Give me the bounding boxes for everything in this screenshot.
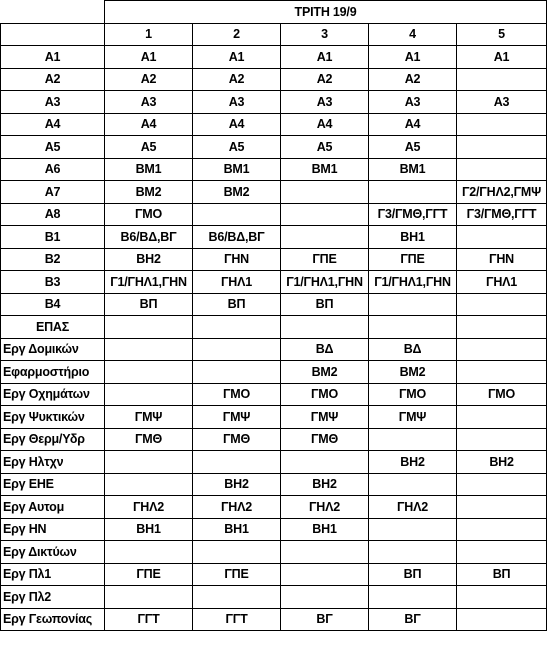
corner-cell — [1, 23, 105, 46]
table-row — [1, 158, 547, 181]
table-row — [1, 451, 547, 474]
row-label: Β1 — [1, 226, 105, 249]
row-label: Εργ Πλ1 — [1, 563, 105, 586]
schedule-cell: ΓΗΛ1 — [193, 271, 281, 294]
schedule-cell: ΓΓΤ — [193, 608, 281, 631]
row-label: Εργ Οχημάτων — [1, 383, 105, 406]
schedule-cell: ΓΜΟ — [193, 383, 281, 406]
row-label: Εργ Γεωπονίας — [1, 608, 105, 631]
schedule-cell: Α1 — [193, 46, 281, 69]
schedule-cell: ΒΜ2 — [369, 361, 457, 384]
schedule-cell: Α5 — [193, 136, 281, 159]
schedule-cell — [193, 586, 281, 609]
schedule-cell: Α3 — [281, 91, 369, 114]
schedule-cell — [105, 451, 193, 474]
schedule-cell: Α5 — [105, 136, 193, 159]
schedule-cell — [369, 293, 457, 316]
schedule-cell: ΒΗ2 — [105, 248, 193, 271]
schedule-cell: Α4 — [105, 113, 193, 136]
schedule-cell: Α3 — [105, 91, 193, 114]
schedule-cell: ΓΗΛ1 — [457, 271, 547, 294]
schedule-cell: ΒΜ1 — [369, 158, 457, 181]
row-label: Εργ Πλ2 — [1, 586, 105, 609]
table-row — [1, 518, 547, 541]
schedule-cell: ΓΗΛ2 — [281, 496, 369, 519]
schedule-cell: ΒΗ1 — [105, 518, 193, 541]
schedule-cell: Α1 — [369, 46, 457, 69]
schedule-cell: ΓΜΘ — [105, 428, 193, 451]
schedule-cell: Α4 — [369, 113, 457, 136]
schedule-cell — [369, 541, 457, 564]
period-header: 1 — [105, 23, 193, 46]
table-row — [1, 271, 547, 294]
schedule-cell: ΒΔ — [369, 338, 457, 361]
table-row — [1, 383, 547, 406]
row-label: Β4 — [1, 293, 105, 316]
schedule-cell — [193, 338, 281, 361]
schedule-cell: Α2 — [281, 68, 369, 91]
schedule-cell — [281, 203, 369, 226]
schedule-cell — [457, 113, 547, 136]
schedule-cell — [105, 586, 193, 609]
title-row — [1, 1, 547, 24]
schedule-cell — [457, 361, 547, 384]
table-row — [1, 428, 547, 451]
schedule-cell — [457, 136, 547, 159]
schedule-cell: ΓΜΟ — [281, 383, 369, 406]
row-label: Α3 — [1, 91, 105, 114]
row-label: Α5 — [1, 136, 105, 159]
schedule-cell — [369, 181, 457, 204]
table-row — [1, 248, 547, 271]
day-title: ΤΡΙΤΗ 19/9 — [105, 1, 547, 24]
schedule-cell: ΒΜ1 — [281, 158, 369, 181]
schedule-cell: Α3 — [193, 91, 281, 114]
schedule-cell: ΒΔ — [281, 338, 369, 361]
schedule-cell: ΓΜΟ — [369, 383, 457, 406]
schedule-cell: ΒΗ2 — [281, 473, 369, 496]
schedule-cell: ΒΓ — [369, 608, 457, 631]
table-row — [1, 68, 547, 91]
schedule-cell: ΒΗ2 — [193, 473, 281, 496]
schedule-cell: Α1 — [105, 46, 193, 69]
schedule-cell: ΓΠΕ — [281, 248, 369, 271]
schedule-cell — [369, 518, 457, 541]
row-label: Α6 — [1, 158, 105, 181]
row-label: Α2 — [1, 68, 105, 91]
table-row — [1, 113, 547, 136]
schedule-cell: ΓΗΛ2 — [193, 496, 281, 519]
schedule-cell — [457, 518, 547, 541]
schedule-cell — [105, 338, 193, 361]
schedule-cell: ΒΠ — [105, 293, 193, 316]
schedule-cell: ΓΜΘ — [193, 428, 281, 451]
schedule-cell: ΒΠ — [281, 293, 369, 316]
row-label: Εργ Ηλτχν — [1, 451, 105, 474]
schedule-cell — [457, 541, 547, 564]
table-row — [1, 608, 547, 631]
schedule-cell — [369, 586, 457, 609]
schedule-cell: Γ3/ΓΜΘ,ΓΓΤ — [369, 203, 457, 226]
schedule-cell — [457, 608, 547, 631]
schedule-cell — [457, 293, 547, 316]
period-header: 3 — [281, 23, 369, 46]
schedule-cell: Α1 — [281, 46, 369, 69]
schedule-cell: Α4 — [193, 113, 281, 136]
schedule-cell: Α3 — [369, 91, 457, 114]
table-row — [1, 563, 547, 586]
schedule-cell: Γ1/ΓΗΛ1,ΓΗΝ — [369, 271, 457, 294]
schedule-cell — [457, 406, 547, 429]
schedule-cell — [369, 428, 457, 451]
row-label: Α7 — [1, 181, 105, 204]
schedule-cell — [193, 361, 281, 384]
schedule-cell: Α2 — [105, 68, 193, 91]
schedule-cell — [281, 451, 369, 474]
schedule-cell — [369, 473, 457, 496]
schedule-cell: ΓΜΨ — [369, 406, 457, 429]
schedule-cell — [193, 451, 281, 474]
schedule-cell — [281, 181, 369, 204]
schedule-cell — [457, 226, 547, 249]
row-label: Εργ Ψυκτικών — [1, 406, 105, 429]
schedule-cell — [105, 383, 193, 406]
schedule-cell: Α1 — [457, 46, 547, 69]
schedule-cell: Α3 — [457, 91, 547, 114]
schedule-cell — [193, 541, 281, 564]
schedule-cell: ΒΜ2 — [281, 361, 369, 384]
schedule-cell — [105, 541, 193, 564]
schedule-cell: Α2 — [369, 68, 457, 91]
row-label: Α4 — [1, 113, 105, 136]
schedule-cell — [281, 563, 369, 586]
schedule-cell — [457, 586, 547, 609]
schedule-cell: Α4 — [281, 113, 369, 136]
schedule-cell — [457, 316, 547, 339]
row-label: Εφαρμοστήριο — [1, 361, 105, 384]
schedule-cell — [457, 68, 547, 91]
table-row — [1, 541, 547, 564]
schedule-cell: Α2 — [193, 68, 281, 91]
table-row — [1, 316, 547, 339]
schedule-cell: Β6/ΒΔ,ΒΓ — [105, 226, 193, 249]
schedule-cell: ΒΠ — [369, 563, 457, 586]
schedule-cell — [281, 226, 369, 249]
schedule-cell — [193, 203, 281, 226]
schedule-cell: ΒΜ1 — [105, 158, 193, 181]
table-row — [1, 586, 547, 609]
schedule-cell: ΓΜΟ — [457, 383, 547, 406]
period-header: 4 — [369, 23, 457, 46]
schedule-cell: ΒΜ2 — [193, 181, 281, 204]
schedule-cell: ΒΜ1 — [193, 158, 281, 181]
schedule-cell — [105, 361, 193, 384]
corner-cell — [1, 1, 105, 24]
schedule-cell: ΒΠ — [457, 563, 547, 586]
schedule-cell: ΓΗΝ — [193, 248, 281, 271]
schedule-cell: ΓΓΤ — [105, 608, 193, 631]
schedule-cell: Γ1/ΓΗΛ1,ΓΗΝ — [281, 271, 369, 294]
schedule-cell: Γ2/ΓΗΛ2,ΓΜΨ — [457, 181, 547, 204]
schedule-cell: ΓΠΕ — [369, 248, 457, 271]
row-label: Εργ Αυτομ — [1, 496, 105, 519]
schedule-cell: Β6/ΒΔ,ΒΓ — [193, 226, 281, 249]
schedule-cell: ΒΜ2 — [105, 181, 193, 204]
schedule-cell: ΒΓ — [281, 608, 369, 631]
schedule-cell: ΓΠΕ — [193, 563, 281, 586]
schedule-cell: Γ3/ΓΜΘ,ΓΓΤ — [457, 203, 547, 226]
schedule-cell: ΒΠ — [193, 293, 281, 316]
row-label: Β3 — [1, 271, 105, 294]
row-label: Εργ ΕΗΕ — [1, 473, 105, 496]
row-label: ΕΠΑΣ — [1, 316, 105, 339]
table-row — [1, 203, 547, 226]
schedule-cell: ΓΗΝ — [457, 248, 547, 271]
table-row — [1, 473, 547, 496]
row-label: Εργ Δικτύων — [1, 541, 105, 564]
schedule-cell: Α5 — [369, 136, 457, 159]
table-row — [1, 293, 547, 316]
schedule-cell — [105, 316, 193, 339]
schedule-cell: ΒΗ1 — [369, 226, 457, 249]
schedule-cell: ΓΜΨ — [105, 406, 193, 429]
schedule-cell — [457, 496, 547, 519]
period-header: 2 — [193, 23, 281, 46]
schedule-cell — [457, 338, 547, 361]
schedule-cell: ΓΗΛ2 — [105, 496, 193, 519]
schedule-cell: ΒΗ2 — [457, 451, 547, 474]
table-row — [1, 181, 547, 204]
row-label: Β2 — [1, 248, 105, 271]
row-label: Α8 — [1, 203, 105, 226]
table-row — [1, 496, 547, 519]
schedule-cell — [281, 541, 369, 564]
schedule-cell: ΓΜΘ — [281, 428, 369, 451]
row-label: Εργ ΗΝ — [1, 518, 105, 541]
table-row — [1, 91, 547, 114]
schedule-cell — [281, 316, 369, 339]
schedule-cell: ΒΗ1 — [281, 518, 369, 541]
table-row — [1, 46, 547, 69]
schedule-cell: ΓΠΕ — [105, 563, 193, 586]
table-row — [1, 361, 547, 384]
schedule-cell — [281, 586, 369, 609]
schedule-cell: ΓΗΛ2 — [369, 496, 457, 519]
row-label: Εργ Θερμ/Υδρ — [1, 428, 105, 451]
table-row — [1, 226, 547, 249]
schedule-cell: ΓΜΨ — [281, 406, 369, 429]
table-row — [1, 136, 547, 159]
schedule-cell — [457, 428, 547, 451]
schedule-cell: Γ1/ΓΗΛ1,ΓΗΝ — [105, 271, 193, 294]
schedule-cell — [105, 473, 193, 496]
schedule-cell — [193, 316, 281, 339]
table-row — [1, 338, 547, 361]
table-row — [1, 406, 547, 429]
period-header: 5 — [457, 23, 547, 46]
schedule-cell — [457, 158, 547, 181]
schedule-cell: ΒΗ1 — [193, 518, 281, 541]
schedule-cell — [457, 473, 547, 496]
schedule-cell: Α5 — [281, 136, 369, 159]
row-label: Α1 — [1, 46, 105, 69]
period-header-row — [1, 23, 547, 46]
schedule-cell: ΓΜΟ — [105, 203, 193, 226]
schedule-cell: ΓΜΨ — [193, 406, 281, 429]
schedule-cell: ΒΗ2 — [369, 451, 457, 474]
schedule-cell — [369, 316, 457, 339]
row-label: Εργ Δομικών — [1, 338, 105, 361]
